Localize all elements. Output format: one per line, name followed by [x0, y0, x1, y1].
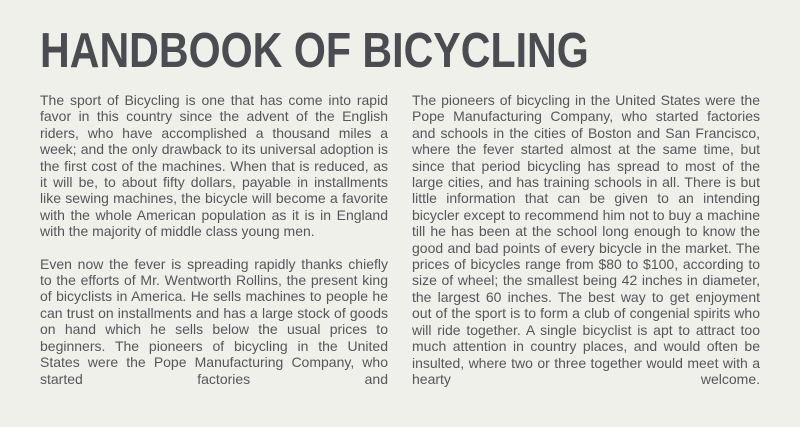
- paragraph-sport-of-bicycling: The sport of Bicycling is one that has come into rapid favor in this country since the advent of the English riders, who have accomplished a thousand miles a week; and the only drawback to its universal adoption is the first cost of the machines. When that is reduced, as it will be, to about fifty dollars, payable in installments like sewing machines, the bicycle will become a favorite with the whole American population as it is in England with the majority of middle class young men.: [40, 92, 388, 240]
- page-title: HANDBOOK OF BICYCLING: [40, 24, 589, 78]
- paragraph-pioneers: The pioneers of bicycling in the United States were the Pope Manufacturing Company, who started factories and schools in the cities of Boston and San Francisco, where the fever started almost at the same time, but since that period bicycling has spread to most of the large cities, and has training schools in all. There is but little information that can be given to an intending bicycler except to recommend him not to buy a machine till he has been at the school long enough to know the good and bad points of every bicycle in the market. The prices of bicycles range from $80 to $100, according to size of wheel; the smallest being 42 inches in diameter, the largest 60 inches. The best way to get enjoyment out of the sport is to form a club of congenial spirits who will ride together. A single bicyclist is apt to attract too much attention in country places, and would often be insulted, where two or three together would meet with a hearty welcome.: [412, 92, 760, 387]
- paragraph-fever-spreading: Even now the fever is spreading rapidly thanks chiefly to the efforts of Mr. Wentworth Rollins, the present king of bicyclists in America. He sells machines to people he can trust on installments and has a large stock of goods on hand which he sells below the usual prices to beginners. The pioneers of bicycling in the United States were the Pope Manufacturing Company, who started factories and: [40, 255, 388, 387]
- document-page: [0, 24, 800, 427]
- article-body: [40, 92, 760, 403]
- text-column-right: [412, 92, 760, 403]
- text-column-left: [40, 92, 388, 403]
